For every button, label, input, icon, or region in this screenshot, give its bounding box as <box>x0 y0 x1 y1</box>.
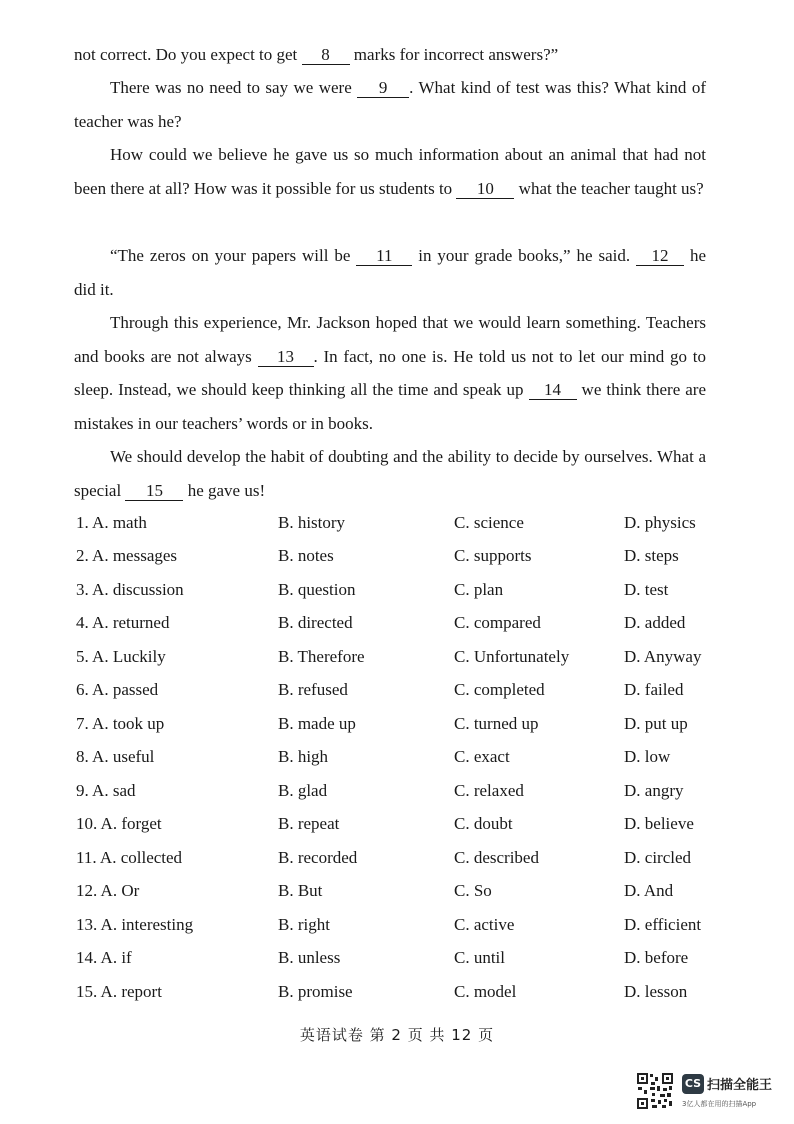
option-row-5 <box>0 647 794 680</box>
paragraph-text: . What kind of test was this? What kind of teacher was he? <box>74 78 706 131</box>
passage-paragraph-1 <box>74 38 706 72</box>
option-d: D. efficient <box>624 915 702 934</box>
option-row-3 <box>0 580 794 613</box>
option-row-15 <box>0 982 794 1015</box>
blank-15: 15 <box>125 482 183 501</box>
option-c: C. So <box>454 881 492 900</box>
option-d: D. low <box>624 747 671 766</box>
scanner-app-name: 扫描全能王 <box>707 1078 773 1093</box>
option-d: D. put up <box>624 714 688 733</box>
option-d: D. Anyway <box>624 647 702 666</box>
option-b: B. repeat <box>278 814 340 833</box>
option-c: C. active <box>454 915 515 934</box>
option-d: D. physics <box>624 513 696 532</box>
paragraph-text: Through this experience, Mr. Jackson hoped that we would learn something. Teachers and books are not always <box>74 313 706 366</box>
option-b: B. high <box>278 747 329 766</box>
option-a: 4. A. returned <box>76 613 170 632</box>
option-c: C. relaxed <box>454 781 524 800</box>
option-a: 7. A. took up <box>76 714 165 733</box>
option-c: C. until <box>454 948 506 967</box>
option-a: 1. A. math <box>76 513 147 532</box>
option-row-9 <box>0 781 794 814</box>
option-b: B. But <box>278 881 323 900</box>
option-b: B. recorded <box>278 848 358 867</box>
option-d: D. steps <box>624 546 679 565</box>
blank-13: 13 <box>258 348 314 367</box>
option-b: B. refused <box>278 680 348 699</box>
paragraph-text: We should develop the habit of doubting and the ability to decide by ourselves. What a special <box>74 447 706 500</box>
option-c: C. described <box>454 848 539 867</box>
scanner-tagline: 3亿人都在用的扫描App <box>682 1100 757 1108</box>
option-row-1 <box>0 513 794 546</box>
option-c: C. science <box>454 513 524 532</box>
option-c: C. completed <box>454 680 545 699</box>
paragraph-text: not correct. Do you expect to get <box>74 45 302 64</box>
blank-8: 8 <box>302 46 350 65</box>
option-d: D. before <box>624 948 689 967</box>
option-d: D. lesson <box>624 982 688 1001</box>
option-row-14 <box>0 948 794 981</box>
passage-paragraph-6 <box>74 440 706 507</box>
option-b: B. notes <box>278 546 334 565</box>
option-d: D. angry <box>624 781 684 800</box>
scanner-watermark <box>636 1072 786 1112</box>
option-row-4 <box>0 613 794 646</box>
option-row-8 <box>0 747 794 780</box>
option-row-6 <box>0 680 794 713</box>
option-c: C. Unfortunately <box>454 647 570 666</box>
option-b: B. question <box>278 580 356 599</box>
paragraph-text: he gave us! <box>183 480 266 500</box>
option-row-10 <box>0 814 794 847</box>
blank-9: 9 <box>357 79 409 98</box>
paragraph-text: There was no need to say we were <box>110 78 358 97</box>
option-row-2 <box>0 546 794 579</box>
option-a: 8. A. useful <box>76 747 155 766</box>
option-d: D. And <box>624 881 674 900</box>
option-c: C. compared <box>454 613 541 632</box>
option-a: 11. A. collected <box>76 848 183 867</box>
blank-14: 14 <box>529 381 577 400</box>
paragraph-text: “The zeros on your papers will be <box>110 246 357 265</box>
paragraph-text: what the teacher taught us? <box>514 178 704 198</box>
option-a: 15. A. report <box>76 982 162 1001</box>
blank-12: 12 <box>636 247 684 266</box>
option-d: D. added <box>624 613 686 632</box>
option-row-12 <box>0 881 794 914</box>
option-b: B. promise <box>278 982 353 1001</box>
passage-paragraph-2 <box>74 71 706 138</box>
option-b: B. Therefore <box>278 647 365 666</box>
paragraph-text: he did it. <box>74 246 706 299</box>
option-a: 9. A. sad <box>76 781 136 800</box>
option-b: B. directed <box>278 613 353 632</box>
option-a: 12. A. Or <box>76 881 140 900</box>
option-c: C. plan <box>454 580 504 599</box>
option-c: C. supports <box>454 546 532 565</box>
option-a: 13. A. interesting <box>76 915 194 934</box>
option-c: C. turned up <box>454 714 539 733</box>
option-row-13 <box>0 915 794 948</box>
blank-10: 10 <box>456 180 514 199</box>
passage-paragraph-5 <box>74 306 706 440</box>
qr-code-icon <box>636 1072 674 1110</box>
option-b: B. glad <box>278 781 328 800</box>
option-a: 10. A. forget <box>76 814 162 833</box>
paragraph-text: in your grade books,” he said. <box>412 246 637 265</box>
option-a: 6. A. passed <box>76 680 159 699</box>
option-a: 5. A. Luckily <box>76 647 166 666</box>
passage-paragraph-3 <box>74 138 706 205</box>
option-b: B. right <box>278 915 330 934</box>
option-c: C. doubt <box>454 814 513 833</box>
page-footer: 英语试卷 第 2 页 共 12 页 <box>299 1026 495 1044</box>
option-a: 3. A. discussion <box>76 580 184 599</box>
option-row-7 <box>0 714 794 747</box>
option-b: B. made up <box>278 714 356 733</box>
paragraph-text: How could we believe he gave us so much information about an animal that had not been there at all? How was it possible for us students to <box>74 145 706 198</box>
option-d: D. believe <box>624 814 694 833</box>
option-b: B. unless <box>278 948 341 967</box>
option-row-11 <box>0 848 794 881</box>
option-d: D. test <box>624 580 669 599</box>
paragraph-text: we think there are mistakes in our teachers’ words or in books. <box>74 380 706 433</box>
option-b: B. history <box>278 513 346 532</box>
option-c: C. exact <box>454 747 510 766</box>
option-a: 14. A. if <box>76 948 132 967</box>
option-d: D. circled <box>624 848 692 867</box>
option-c: C. model <box>454 982 517 1001</box>
paragraph-text: . In fact, no one is. He told us not to let our mind go to sleep. Instead, we should keep thinking all the time and speak up <box>74 346 706 399</box>
blank-11: 11 <box>356 247 412 266</box>
paragraph-text: marks for incorrect answers?” <box>349 45 559 64</box>
camscanner-logo-icon: CS <box>682 1074 704 1094</box>
passage-paragraph-4 <box>74 239 706 306</box>
option-a: 2. A. messages <box>76 546 178 565</box>
option-d: D. failed <box>624 680 684 699</box>
